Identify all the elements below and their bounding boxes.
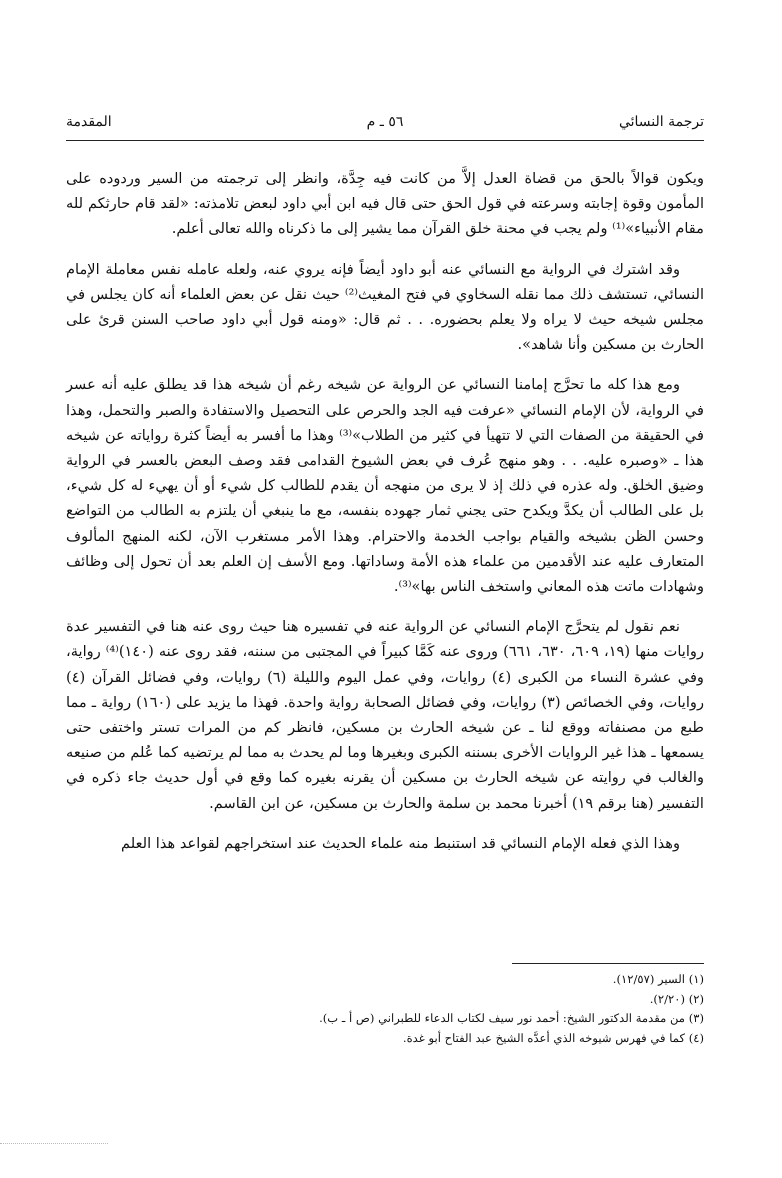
page-number: ٥٦ ـ م [366,114,404,130]
main-text [66,166,704,856]
header-divider [66,140,704,141]
paragraph: وهذا الذي فعله الإمام النسائي قد استنبط منه علماء الحديث عند استخراجهم لقواعد هذا العلم [121,834,680,852]
paragraph: نعم نقول لم يتحرَّج الإمام النسائي عن الرواية عنه في تفسيره هنا حيث روى عنه هنا في التفسير عدة روايات منها (١٩، ٦٠٩، ٦٣٠، ٦٦١) وروى عنه كَمَّا كبيراً في المجتبى من سننه، فقد روى عنه (١٤٠)⁽⁴⁾ رواية، وفي عشرة النساء من الكبرى (٤) روايات، وفي عمل اليوم والليلة (٦) روايات، وفي فضائل القرآن (٤) روايات، وفي الخصائص (٣) روايات، وفي فضائل الصحابة رواية واحدة. فهذا ما يزيد على (١٦٠) رواية ـ مما طبع من مصنفاته ووقع لنا ـ عن شيخه الحارث بن مسكين، فانظر كم من المرات تستر واختفى حتى يسمعها ـ هذا غير الروايات الأخرى بسننه الكبرى وبغيرها وما لم يحدث به مما لم يرتضيه كما عُلم من صنيعه والغالب في روايته عن شيخه الحارث بن مسكين أن يقرنه بغيره كما وقع في أول حديث جاء ذكره في التفسير (هنا برقم ١٩) أخبرنا محمد بن سلمة والحارث بن مسكين، عن ابن القاسم. [66,618,704,812]
scan-artifact-line [0,1143,108,1144]
footnote: (١) السير (١٢/٥٧). [612,972,704,986]
footnote-divider [512,963,704,964]
running-header [66,114,704,136]
footnote: (٣) من مقدمة الدكتور الشيخ: أحمد نور سيف لكتاب الدعاء للطبراني (ص أ ـ ب). [319,1011,704,1026]
paragraph: وقد اشترك في الرواية مع النسائي عنه أبو داود أيضاً فإنه يروي عنه، ولعله عامله نفس معاملة الإمام النسائي، تستشف ذلك مما نقله السخاوي في فتح المغيث⁽²⁾ حيث نقل عن بعض العلماء أنه كان يجلس في مجلس شيخه حيث لا يراه ولا يعلم بحضوره. . . ثم قال: «ومنه قول أبي داود صاحب السنن قرئ على الحارث بن مسكين وأنا شاهد». [66,260,704,354]
footnote: (٢) (٢/٢٠). [649,991,704,1006]
paragraph: ومع هذا كله ما تحرَّج إمامنا النسائي عن الرواية عن شيخه رغم أن شيخه هذا قد يطلق عليه أنه عسر في الرواية، لأن الإمام النسائي «عرفت فيه الجد والحرص على التحصيل والاستفادة والصبر والتحمل، وهذا في الحقيقة من الصفات التي لا تتهيأ في كثير من الطلاب»⁽³⁾ وهذا ما أفسر به أيضاً كثرة رواياته عن شيخه هذا ـ «وصبره عليه. . . وهو منهج عُرف في بعض الشيوخ القدامى فقد وصف البعض بالعسر في الرواية وضيق الخلق. وله عذره في ذلك إذ لا يرى من منهجه أن يقدم للطالب كل شيء أو أن يهيء له كل شيء، بل على الطالب أن يكدَّ ويكدح حتى يجني ثمار جهوده بنفسه، مع ما ينبغي أن يلتزم به الطالب من التواضع وحسن الظن بشيخه والقيام بواجب الخدمة والاحترام. وهذا الأمر مستغرب الآن، لكنه المنهج المألوف المتعارف عليه عند الأقدمين من علماء هذه الأمة وساداتها. ومع الأسف إن العلم بعد أن تحول إلى وظائف وشهادات ماتت هذه المعاني واستخف الناس بها»⁽³⁾. [66,376,704,596]
footnotes [66,970,704,1048]
section-title: المقدمة [66,114,112,130]
paragraph: ويكون قوالاً بالحق من قضاة العدل إلاَّ من كانت فيه جِدَّة، وانظر إلى ترجمته من السير وردوده على المأمون وقوة إجابته وسرعته في قول الحق حتى قال فيه ابن أبي داود لبعض تلامذته: «لقد قام حارثكم لله مقام الأنبياء»⁽¹⁾ ولم يجب في محنة خلق القرآن مما يشير إلى ما ذكرناه والله تعالى أعلم. [66,170,704,238]
book-title: ترجمة النسائي [618,114,704,130]
footnote: (٤) كما في فهرس شيوخه الذي أعدَّه الشيخ عبد الفتاح أبو غدة. [402,1030,704,1045]
